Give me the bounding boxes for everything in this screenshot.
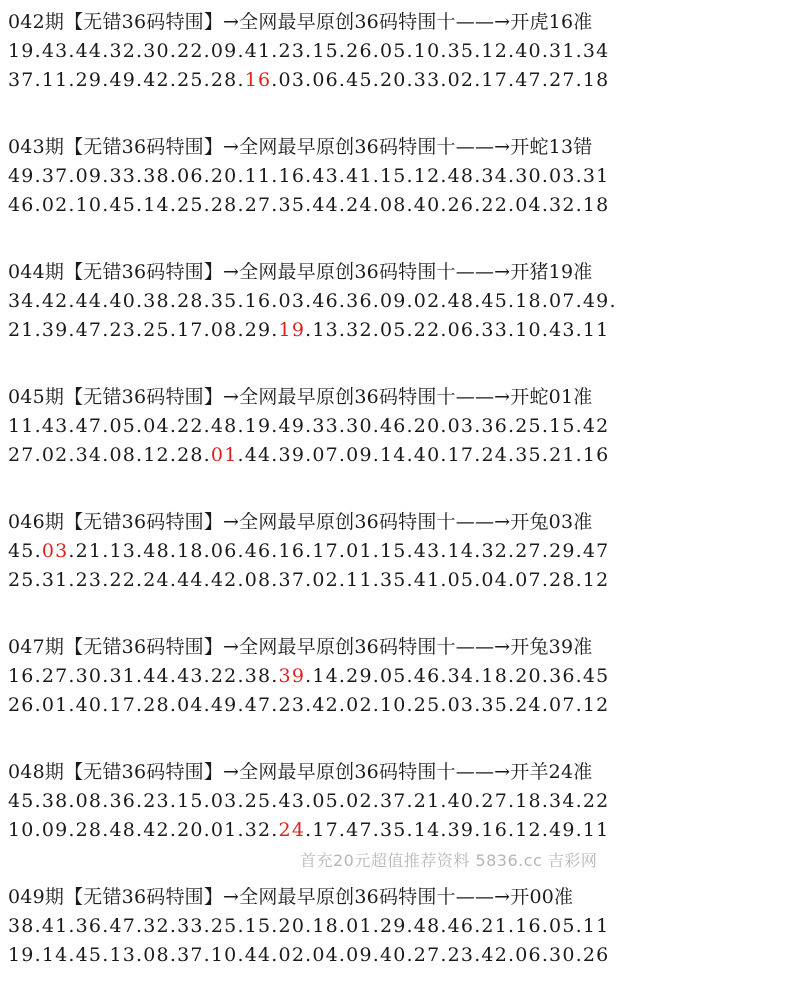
- number-text: .21.13.48.18.06.46.16.17.01.15.43.14.32.27.29.47: [68, 540, 610, 562]
- issue-header: 045期【无错36码特围】→全网最早原创36码特围十——→开蛇01准: [8, 386, 593, 408]
- issue-block-048: [8, 758, 792, 845]
- number-row-1: 45.38.08.36.23.15.03.25.43.05.02.37.21.40.27.18.34.22: [8, 790, 610, 812]
- number-text: 26.01.40.17.28.04.49.47.23.42.02.10.25.03.35.24.07.12: [8, 694, 610, 716]
- number-text: 45.: [8, 540, 42, 562]
- number-row-1: 34.42.44.40.38.28.35.16.03.46.36.09.02.48.45.18.07.49.: [8, 290, 617, 312]
- number-text: 10.09.28.48.42.20.01.32.: [8, 819, 279, 841]
- number-text: 46.02.10.45.14.25.28.27.35.44.24.08.40.26.22.04.32.18: [8, 194, 610, 216]
- number-row-2: [8, 316, 792, 345]
- number-row-2: [8, 566, 792, 595]
- number-row-2: [8, 441, 792, 470]
- number-row-2: [8, 941, 792, 970]
- hit-number: 39: [278, 665, 306, 687]
- issue-block-049: [8, 883, 792, 970]
- hit-number: 03: [41, 540, 69, 562]
- issue-block-044: [8, 258, 792, 345]
- issue-header: 043期【无错36码特围】→全网最早原创36码特围十——→开蛇13错: [8, 136, 593, 158]
- number-text: .13.32.05.22.06.33.10.43.11: [305, 319, 610, 341]
- number-row-1: [8, 537, 792, 566]
- number-text: .14.29.05.46.34.18.20.36.45: [305, 665, 610, 687]
- issue-header: 049期【无错36码特围】→全网最早原创36码特围十——→开00准: [8, 886, 574, 908]
- issue-header: 047期【无错36码特围】→全网最早原创36码特围十——→开兔39准: [8, 636, 593, 658]
- number-text: 21.39.47.23.25.17.08.29.: [8, 319, 279, 341]
- number-row-1: 49.37.09.33.38.06.20.11.16.43.41.15.12.48.34.30.03.31: [8, 165, 610, 187]
- number-row-2: [8, 191, 792, 220]
- hit-number: 16: [244, 69, 272, 91]
- issue-block-046: [8, 508, 792, 595]
- number-row-2: [8, 691, 792, 720]
- number-text: 19.14.45.13.08.37.10.44.02.04.09.40.27.23.42.06.30.26: [8, 944, 610, 966]
- number-text: .17.47.35.14.39.16.12.49.11: [305, 819, 610, 841]
- number-row-2: [8, 816, 792, 845]
- hit-number: 01: [210, 444, 238, 466]
- number-text: .03.06.45.20.33.02.17.47.27.18: [271, 69, 610, 91]
- hit-number: 19: [278, 319, 306, 341]
- number-text: .44.39.07.09.14.40.17.24.35.21.16: [237, 444, 610, 466]
- issue-header: 042期【无错36码特围】→全网最早原创36码特围十——→开虎16准: [8, 11, 593, 33]
- number-text: 25.31.23.22.24.44.42.08.37.02.11.35.41.05.04.07.28.12: [8, 569, 610, 591]
- number-row-1: 19.43.44.32.30.22.09.41.23.15.26.05.10.35.12.40.31.34: [8, 40, 610, 62]
- issue-block-045: [8, 383, 792, 470]
- issue-header: 048期【无错36码特围】→全网最早原创36码特围十——→开羊24准: [8, 761, 593, 783]
- number-text: 16.27.30.31.44.43.22.38.: [8, 665, 279, 687]
- number-row-1: 38.41.36.47.32.33.25.15.20.18.01.29.48.46.21.16.05.11: [8, 915, 610, 937]
- issue-header: 046期【无错36码特围】→全网最早原创36码特围十——→开兔03准: [8, 511, 593, 533]
- issue-block-047: [8, 633, 792, 720]
- number-row-1: [8, 662, 792, 691]
- issue-block-042: [8, 8, 792, 95]
- issue-block-043: [8, 133, 792, 220]
- number-row-2: [8, 66, 792, 95]
- issue-header: 044期【无错36码特围】→全网最早原创36码特围十——→开猪19准: [8, 261, 593, 283]
- number-text: 27.02.34.08.12.28.: [8, 444, 211, 466]
- number-row-1: 11.43.47.05.04.22.48.19.49.33.30.46.20.03.36.25.15.42: [8, 415, 610, 437]
- hit-number: 24: [278, 819, 306, 841]
- watermark-text: 首充20元超值推荐资料 5836.cc 吉彩网: [300, 851, 598, 870]
- number-text: 37.11.29.49.42.25.28.: [8, 69, 245, 91]
